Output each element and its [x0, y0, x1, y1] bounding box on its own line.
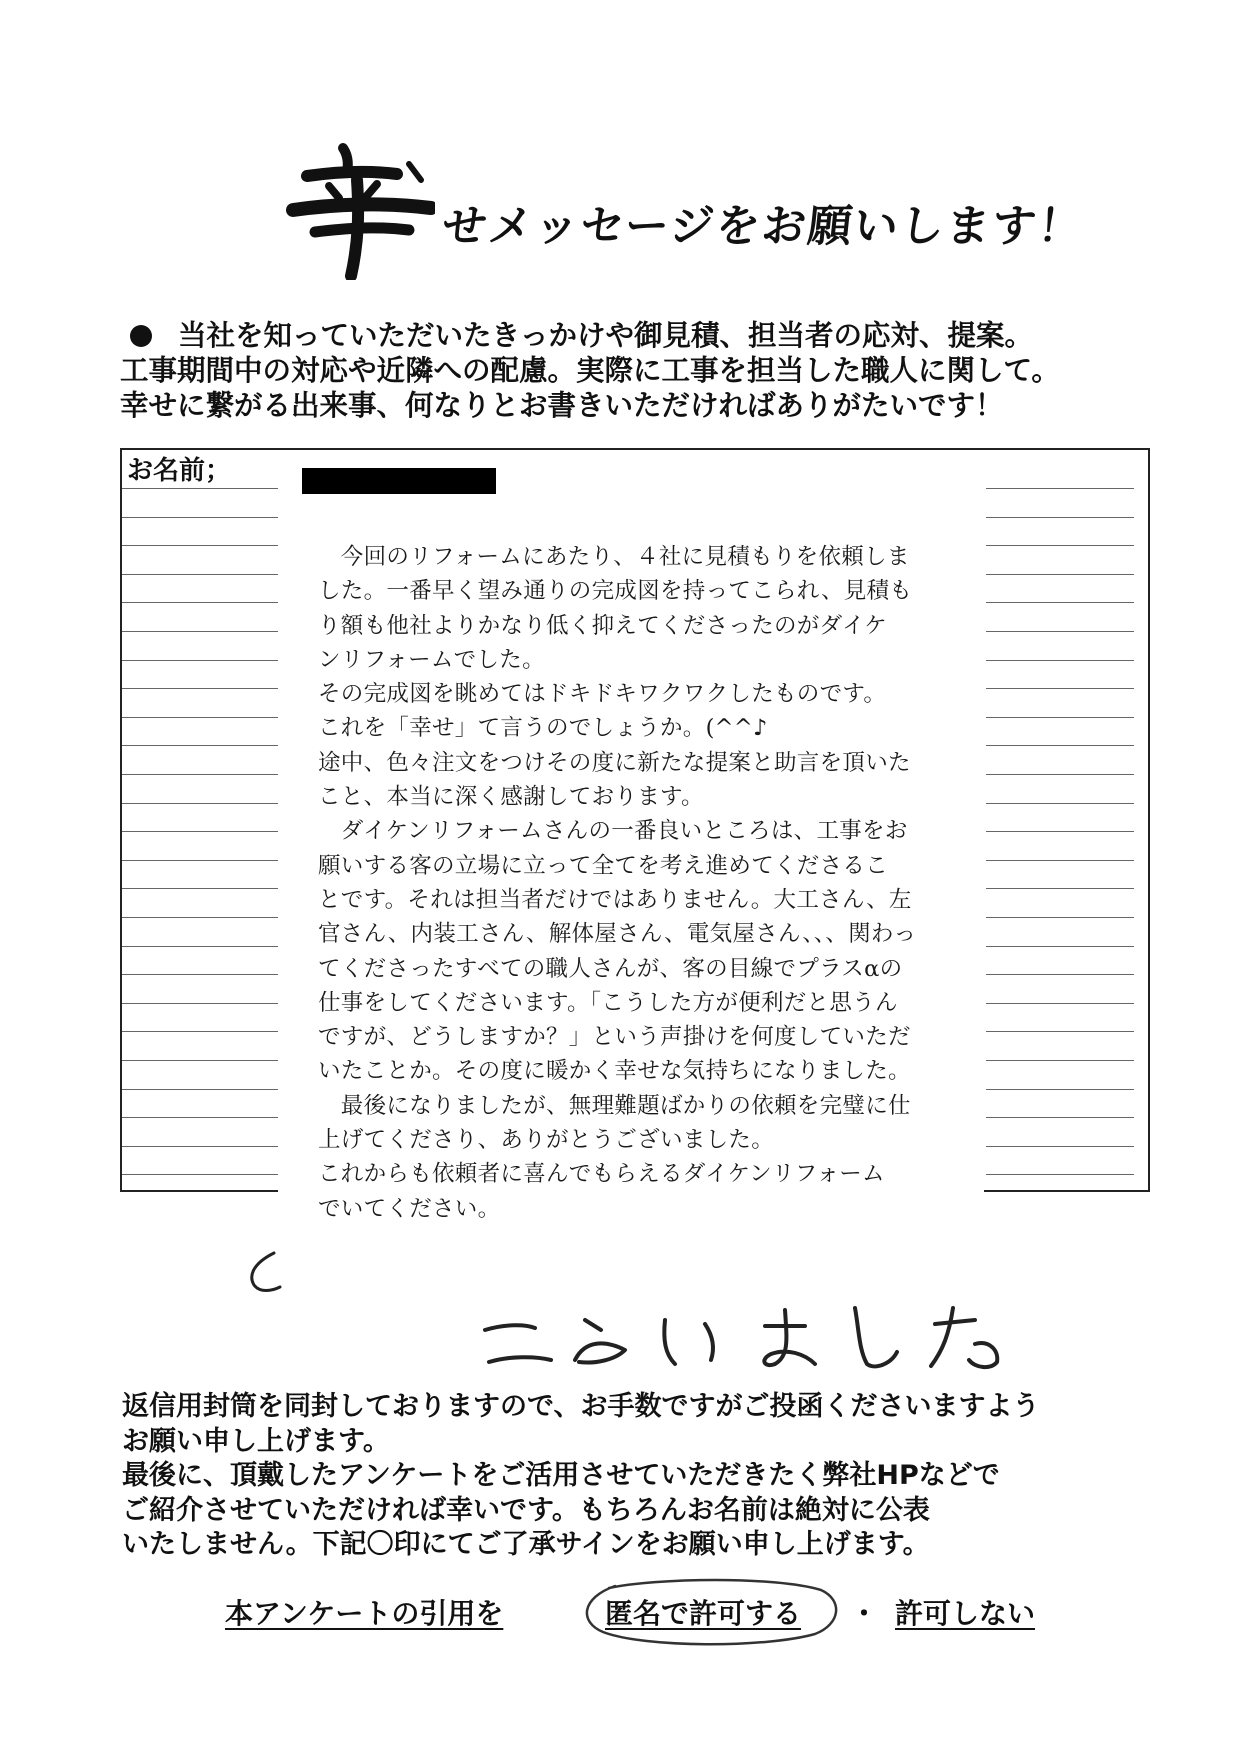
- letter-line: 最後になりましたが、無理難題ばかりの依頼を完璧に仕: [318, 1092, 911, 1119]
- letter-line: でいてください。: [318, 1195, 501, 1222]
- letter-line: 今回のリフォームにあたり、４社に見積もりを依頼しま: [318, 544, 910, 570]
- ruled-line: [986, 745, 1134, 746]
- closing-line: いたしません。下記〇印にてご了承サインをお願い申し上げます。: [122, 1529, 930, 1560]
- letter-line: ンリフォームでした。: [318, 646, 545, 673]
- letter-line: ですが、どうしますか？」という声掛けを何度していただ: [318, 1024, 911, 1051]
- ruled-line: [986, 631, 1134, 632]
- ruled-line: [986, 1146, 1134, 1147]
- intro-line: 当社を知っていただいたきっかけや御見積、担当者の応対、提案。: [120, 318, 1120, 353]
- ruled-line: [122, 831, 278, 832]
- title-text: せメッセージをお願いします！: [439, 201, 1087, 252]
- letter-line: とです。それは担当者だけではありません。大工さん、左: [318, 886, 912, 913]
- closing-line: ご紹介させていただければ幸いです。もちろんお名前は絶対に公表: [122, 1494, 930, 1526]
- closing-line: 最後に、頂戴したアンケートをご活用させていただきたく弊社HPなどで: [122, 1460, 1000, 1491]
- ruled-line: [986, 517, 1134, 518]
- ruled-line: [986, 803, 1134, 804]
- ruled-line: [122, 745, 278, 746]
- bullet-icon: [130, 325, 152, 347]
- ruled-line: [122, 974, 278, 975]
- ruled-line: [122, 917, 278, 918]
- ruled-line: [986, 917, 1134, 918]
- letter-line: した。一番早く望み通りの完成図を持ってこられ、見積も: [318, 578, 913, 605]
- ruled-line: [122, 1003, 278, 1004]
- closing-paragraph: [122, 1390, 1122, 1563]
- ruled-line: [122, 888, 278, 889]
- letter-line: これからも依頼者に喜んでもらえるダイケンリフォーム: [318, 1161, 885, 1188]
- ruled-line: [122, 717, 278, 718]
- ruled-line: [122, 946, 278, 947]
- permission-row: [225, 1582, 1105, 1652]
- ruled-line: [122, 774, 278, 775]
- letter-line: 願いする客の立場に立って全てを考え進めてくださるこ: [318, 852, 889, 879]
- intro-paragraph: [120, 318, 1120, 423]
- ruled-line: [122, 574, 278, 575]
- ruled-line: [986, 1031, 1134, 1032]
- ruled-line: [122, 602, 278, 603]
- letter-line: その完成図を眺めてはドキドキワクワクしたものです。: [318, 681, 887, 708]
- letter-line: り額も他社よりかなり低く抑えてくださったのがダイケ: [318, 612, 888, 639]
- ruled-line: [122, 1089, 278, 1090]
- ruled-line: [986, 1117, 1134, 1118]
- name-redaction-bar: [302, 468, 496, 494]
- deny-option[interactable]: 許可しない: [895, 1597, 1036, 1630]
- ruled-line: [986, 974, 1134, 975]
- ruled-line: [122, 803, 278, 804]
- allow-anonymous-option[interactable]: 匿名で許可する: [605, 1597, 802, 1630]
- permission-label: 本アンケートの引用を: [225, 1597, 504, 1630]
- intro-line: 工事期間中の対応や近隣への配慮。実際に工事を担当した職人に関して。: [120, 354, 1060, 387]
- ruled-line: [122, 688, 278, 689]
- ruled-line: [122, 488, 278, 489]
- ruled-line: [122, 631, 278, 632]
- ruled-line: [986, 660, 1134, 661]
- pasted-letter: [278, 458, 984, 1288]
- ruled-line: [986, 545, 1134, 546]
- letter-line: 官さん、内装工さん、解体屋さん、電気屋さん、、、関わっ: [318, 921, 917, 948]
- letter-line: 上げてくださり、ありがとうございました。: [318, 1127, 775, 1154]
- ruled-line: [986, 574, 1134, 575]
- ruled-line: [122, 545, 278, 546]
- ruled-line: [986, 831, 1134, 832]
- ruled-line: [122, 1031, 278, 1032]
- ruled-line: [986, 1003, 1134, 1004]
- handwriting-fragment: [475, 1290, 1035, 1380]
- page-title: [285, 140, 1145, 280]
- ruled-line: [986, 946, 1134, 947]
- letter-line: てくださったすべての職人さんが、客の目線でプラスαの: [318, 955, 903, 982]
- ruled-line: [986, 860, 1134, 861]
- ruled-line: [986, 602, 1134, 603]
- ruled-line: [122, 1117, 278, 1118]
- ruled-line: [986, 1060, 1134, 1061]
- closing-line: お願い申し上げます。: [122, 1425, 390, 1457]
- ruled-line: [986, 774, 1134, 775]
- intro-line: 幸せに繋がる出来事、何なりとお書きいただければありがたいです！: [120, 389, 1004, 422]
- ruled-line: [986, 488, 1134, 489]
- handwriting-fragment: [240, 1245, 284, 1305]
- ruled-line: [986, 888, 1134, 889]
- closing-line: 返信用封筒を同封しておりますので、お手数ですがご投函くださいますよう: [122, 1391, 1040, 1422]
- name-label: お名前；: [127, 456, 232, 486]
- letter-line: こと、本当に深く感謝しております。: [318, 784, 704, 811]
- letter-line: 仕事をしてくださいます。「こうした方が便利だと思うん: [318, 989, 898, 1016]
- ruled-line: [986, 717, 1134, 718]
- ruled-line: [986, 688, 1134, 689]
- letter-body: [318, 540, 958, 1226]
- letter-line: これを「幸せ」て言うのでしょうか。(^^♪: [318, 715, 768, 742]
- ruled-line: [122, 1146, 278, 1147]
- ruled-line: [986, 1089, 1134, 1090]
- ruled-line: [122, 860, 278, 861]
- ruled-line: [986, 1174, 1134, 1175]
- option-separator: ・: [850, 1597, 879, 1630]
- ruled-line: [122, 660, 278, 661]
- letter-line: ダイケンリフォームさんの一番良いところは、工事をお: [318, 818, 908, 845]
- ruled-line: [122, 1174, 278, 1175]
- brush-kanji-logo: [285, 140, 435, 280]
- ruled-line: [122, 517, 278, 518]
- ruled-line: [122, 1060, 278, 1061]
- letter-line: いたことか。その度に暖かく幸せな気持ちになりました。: [318, 1058, 911, 1085]
- letter-line: 途中、色々注文をつけその度に新たな提案と助言を頂いた: [318, 749, 911, 776]
